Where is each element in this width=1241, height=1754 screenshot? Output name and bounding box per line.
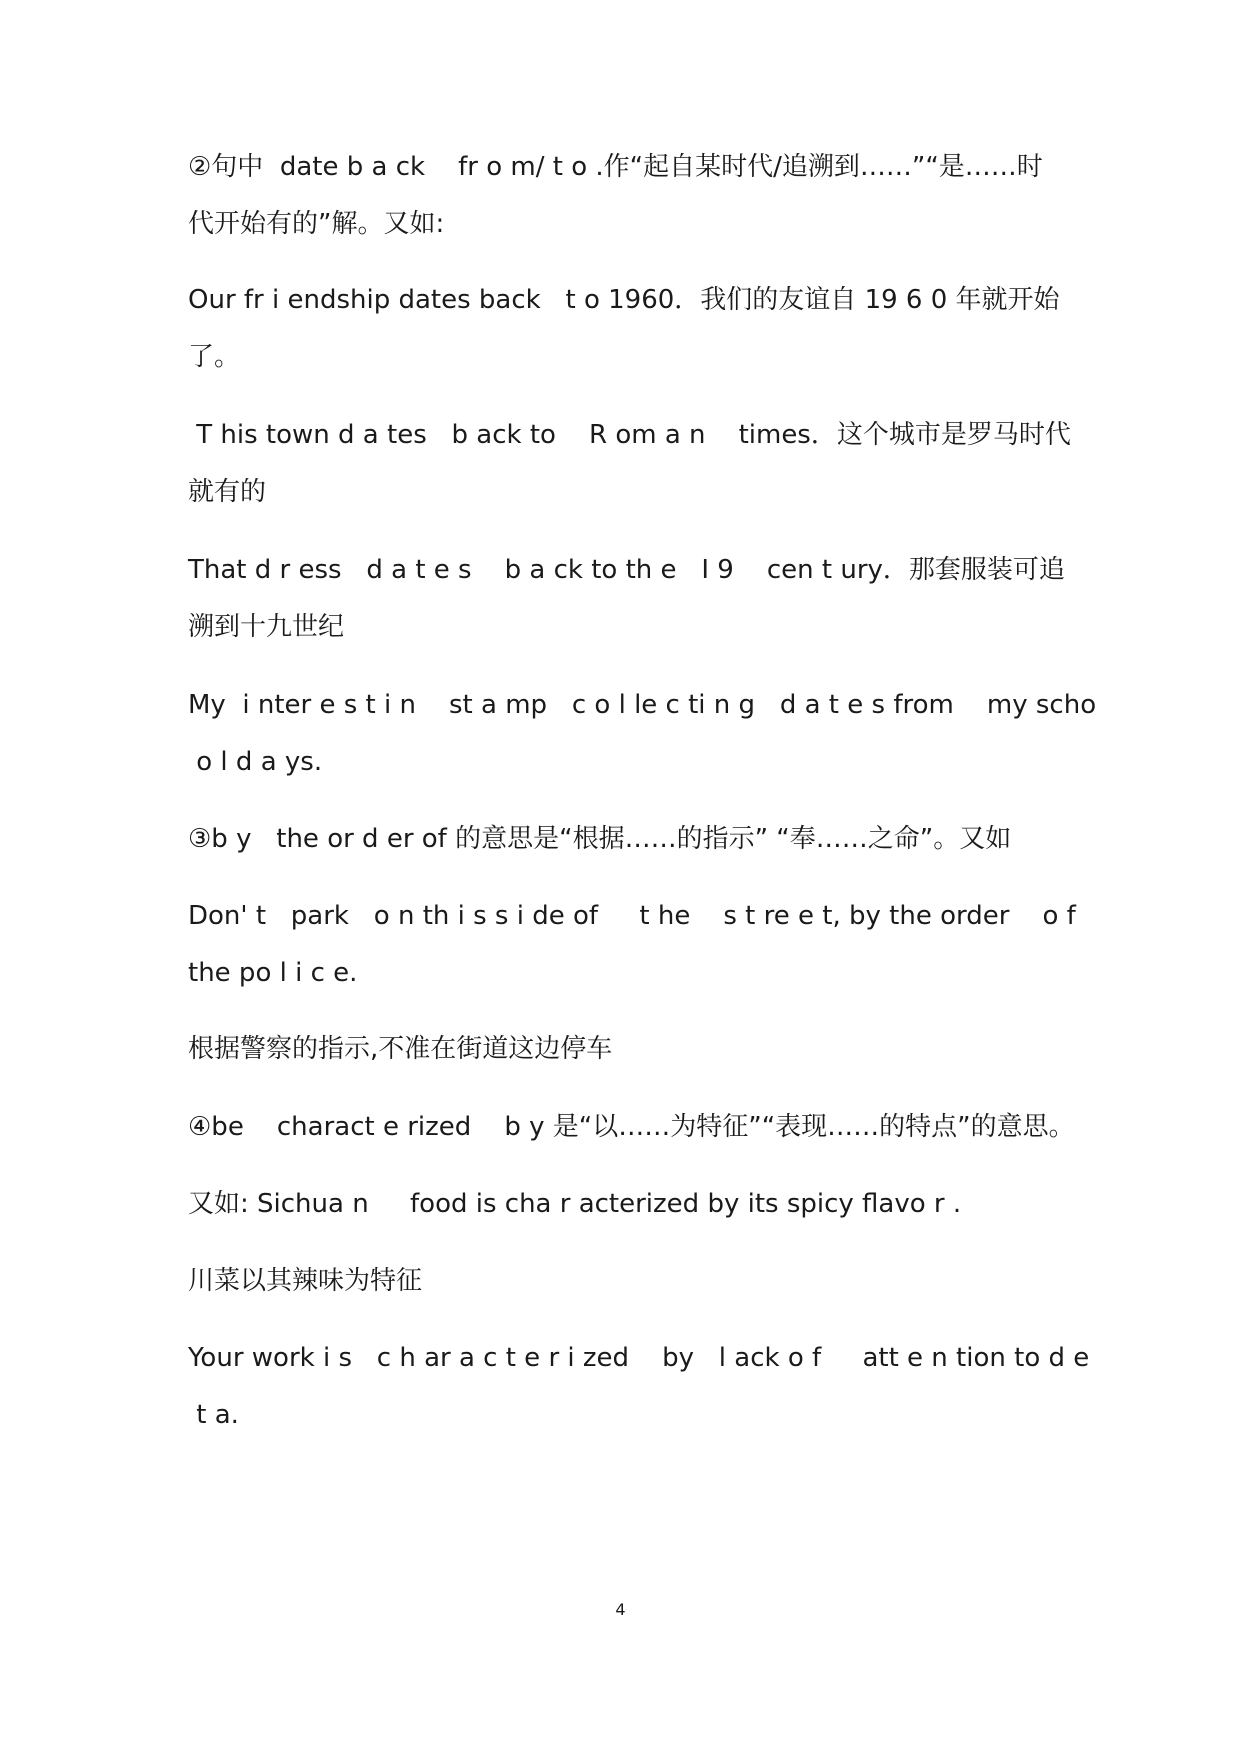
text-line: 川菜以其辣味为特征 xyxy=(188,1266,423,1296)
text-line: 又如: Sichua n food is cha r acterized by its spicy flavo r . xyxy=(188,1189,962,1219)
text-line: ③b y the or d er of 的意思是“根据……的指示” “奉……之命”。又如 xyxy=(188,824,1012,854)
text-line: 了。 xyxy=(188,342,241,372)
text-line: t a. xyxy=(188,1400,239,1430)
text-line: My i nter e s t i n st a mp c o l le c ti n g d a t e s from my scho xyxy=(188,690,1097,720)
page-number: 4 xyxy=(615,1600,626,1619)
text-line: ④be charact e rized b y 是“以……为特征”“表现……的特点”的意思。 xyxy=(188,1112,1075,1142)
text-line: 溯到十九世纪 xyxy=(188,612,345,642)
text-line: T his town d a tes b ack to R om a n times．这个城市是罗马时代 xyxy=(188,420,1071,450)
text-line: ②句中 date b a ck fr o m/ t o .作“起自某时代/追溯到……”“是……时 xyxy=(188,152,1043,182)
text-line: 根据警察的指示,不准在街道这边停车 xyxy=(188,1034,613,1064)
text-line: o l d a ys. xyxy=(188,747,323,777)
text-line: Don' t park o n th i s s i de of t he s t re e t, by the order o f xyxy=(188,901,1076,931)
text-line: the po l i c e. xyxy=(188,958,358,988)
text-line: 就有的 xyxy=(188,477,267,507)
text-line: That d r ess d a t e s b a ck to th e I 9 cen t ury．那套服装可追 xyxy=(188,555,1065,585)
text-line: 代开始有的”解。又如: xyxy=(188,209,445,239)
text-line: Your work i s c h ar a c t e r i zed by l ack o f att e n tion to d e xyxy=(188,1343,1090,1373)
text-line: Our fr i endship dates back t o 1960．我们的友谊自 19 6 0 年就开始 xyxy=(188,285,1060,315)
